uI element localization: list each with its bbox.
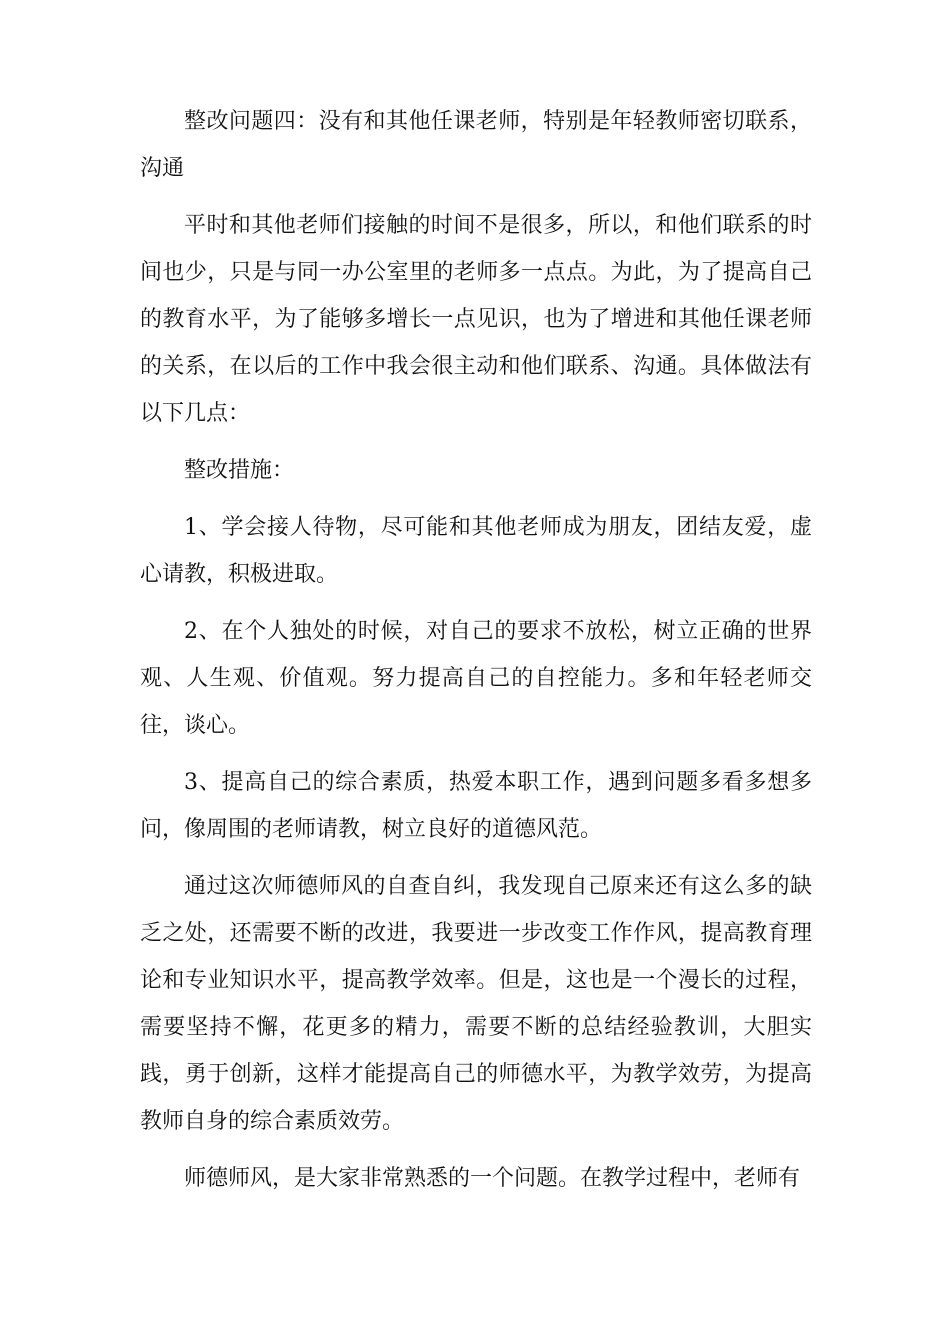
paragraph-measure-3: 3、提高自己的综合素质，热爱本职工作，遇到问题多看多想多问，像周围的老师请教，树立良好的道德风范。 bbox=[140, 770, 812, 842]
paragraph-problem-four-heading: 整改问题四：没有和其他任课老师，特别是年轻教师密切联系，沟通 bbox=[140, 109, 812, 181]
paragraph-situation: 平时和其他老师们接触的时间不是很多，所以，和他们联系的时间也少，只是与同一办公室里的老师多一点点。为此，为了提高自己的教育水平，为了能够多增长一点见识，也为了增进和其他任课老师的关系，在以后的工作中我会很主动和他们联系、沟通。具体做法有以下几点： bbox=[140, 213, 812, 426]
document-body bbox=[140, 98, 812, 1212]
paragraph-measures-heading: 整改措施： bbox=[184, 458, 295, 483]
paragraph-self-review-conclusion: 通过这次师德师风的自查自纠，我发现自己原来还有这么多的缺乏之处，还需要不断的改进，我要进一步改变工作作风，提高教育理论和专业知识水平，提高教学效率。但是，这也是一个漫长的过程，需要坚持不懈，花更多的精力，需要不断的总结经验教训，大胆实践，勇于创新，这样才能提高自己的师德水平，为教学效劳，为提高教师自身的综合素质效劳。 bbox=[140, 874, 812, 1134]
paragraph-measure-1: 1、学会接人待物，尽可能和其他老师成为朋友，团结友爱，虚心请教，积极进取。 bbox=[140, 515, 812, 587]
paragraph-ethics-intro: 师德师风，是大家非常熟悉的一个问题。在教学过程中，老师有 bbox=[184, 1166, 801, 1191]
paragraph-measure-2: 2、在个人独处的时候，对自己的要求不放松，树立正确的世界观、人生观、价值观。努力提高自己的自控能力。多和年轻老师交往，谈心。 bbox=[140, 619, 812, 738]
